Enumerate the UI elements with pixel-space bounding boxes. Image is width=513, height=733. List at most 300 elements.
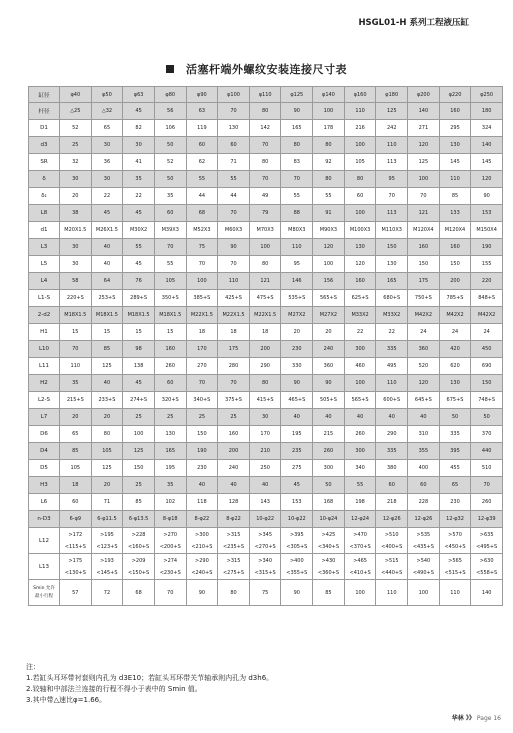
table-cell: 125 bbox=[408, 154, 440, 171]
table-cell: 57 bbox=[60, 580, 92, 606]
table-cell: 130 bbox=[376, 256, 408, 273]
table-cell: 8-φ22 bbox=[218, 511, 250, 528]
table-cell: 235 bbox=[281, 443, 313, 460]
table-cell: 20 bbox=[60, 188, 92, 205]
table-cell: 274+S bbox=[123, 392, 155, 409]
table-cell: 395 bbox=[439, 443, 471, 460]
table-cell: 113 bbox=[376, 154, 408, 171]
table-cell: 848+S bbox=[471, 290, 503, 307]
table-cell: 230 bbox=[439, 494, 471, 511]
table-cell: M26X1.5 bbox=[91, 222, 123, 239]
row-label: H3 bbox=[29, 477, 60, 494]
table-cell: 18 bbox=[60, 477, 92, 494]
table-cell: 12-φ24 bbox=[344, 511, 376, 528]
table-cell: 65 bbox=[439, 477, 471, 494]
table-row bbox=[29, 392, 503, 409]
table-cell: φ140 bbox=[313, 87, 345, 103]
table-cell: 25 bbox=[186, 409, 218, 426]
table-cell: 40 bbox=[218, 477, 250, 494]
table-cell: 520 bbox=[408, 358, 440, 375]
table-cell: M18X1.5 bbox=[123, 307, 155, 324]
table-cell: 465+S bbox=[281, 392, 313, 409]
row-label: δ bbox=[29, 171, 60, 188]
table-cell: 40 bbox=[249, 477, 281, 494]
table-cell: △25 bbox=[60, 103, 92, 120]
table-cell: 100 bbox=[313, 256, 345, 273]
table-cell: 6-φ13.5 bbox=[123, 511, 155, 528]
table-cell: 150 bbox=[408, 256, 440, 273]
table-cell: 92 bbox=[313, 154, 345, 171]
table-cell: 155 bbox=[471, 256, 503, 273]
table-cell: φ160 bbox=[344, 87, 376, 103]
table-cell: 170 bbox=[249, 426, 281, 443]
table-cell: 440 bbox=[471, 443, 503, 460]
table-cell: 82 bbox=[123, 120, 155, 137]
table-cell: 105 bbox=[91, 443, 123, 460]
row-label: L10 bbox=[29, 341, 60, 358]
table-cell: 52 bbox=[154, 154, 186, 171]
table-cell: M70X3 bbox=[249, 222, 281, 239]
table-row bbox=[29, 171, 503, 188]
table-cell: 100 bbox=[344, 580, 376, 606]
table-cell: 100 bbox=[344, 137, 376, 154]
table-cell: 180 bbox=[471, 103, 503, 120]
footer-brand: 华林 bbox=[451, 715, 464, 722]
table-cell: 100 bbox=[344, 205, 376, 222]
table-cell: φ110 bbox=[249, 87, 281, 103]
row-label: D4 bbox=[29, 443, 60, 460]
table-cell: 565+S bbox=[344, 392, 376, 409]
table-cell: 95 bbox=[376, 171, 408, 188]
table-cell: 80 bbox=[249, 375, 281, 392]
table-cell: 140 bbox=[471, 137, 503, 154]
table-cell: 90 bbox=[218, 239, 250, 256]
table-cell: >228 <160+S bbox=[123, 528, 155, 554]
table-cell: 228 bbox=[408, 494, 440, 511]
table-cell: 80 bbox=[249, 103, 281, 120]
table-cell: 30 bbox=[249, 409, 281, 426]
table-cell: 130 bbox=[439, 375, 471, 392]
table-row bbox=[29, 137, 503, 154]
table-cell: 300 bbox=[344, 443, 376, 460]
table-cell: M18X1.5 bbox=[154, 307, 186, 324]
table-cell: 50 bbox=[154, 137, 186, 154]
table-cell: 60 bbox=[218, 137, 250, 154]
table-cell: 80 bbox=[344, 171, 376, 188]
table-cell: 290 bbox=[249, 358, 281, 375]
table-cell: 64 bbox=[91, 273, 123, 290]
table-cell: 233+S bbox=[91, 392, 123, 409]
table-cell: 63 bbox=[186, 103, 218, 120]
table-cell: 25 bbox=[60, 137, 92, 154]
table-cell: 160 bbox=[344, 273, 376, 290]
table-cell: M18X1.5 bbox=[91, 307, 123, 324]
table-cell: M120X4 bbox=[439, 222, 471, 239]
table-cell: 415+S bbox=[249, 392, 281, 409]
table-cell: 156 bbox=[313, 273, 345, 290]
table-cell: M39X3 bbox=[154, 222, 186, 239]
table-cell: 290 bbox=[376, 426, 408, 443]
table-cell: φ100 bbox=[218, 87, 250, 103]
table-cell: 160 bbox=[154, 341, 186, 358]
table-cell: 40 bbox=[344, 409, 376, 426]
table-cell: >175 <130+S bbox=[60, 554, 92, 580]
table-cell: M42X2 bbox=[439, 307, 471, 324]
table-cell: 52 bbox=[60, 120, 92, 137]
table-cell: 70 bbox=[218, 103, 250, 120]
table-cell: 200 bbox=[218, 443, 250, 460]
table-cell: >540 <490+S bbox=[408, 554, 440, 580]
table-cell: 153 bbox=[281, 494, 313, 511]
table-cell: 620 bbox=[439, 358, 471, 375]
table-cell: 50 bbox=[439, 409, 471, 426]
table-cell: M33X2 bbox=[376, 307, 408, 324]
table-cell: 75 bbox=[186, 239, 218, 256]
table-cell: 70 bbox=[218, 256, 250, 273]
table-cell: 90 bbox=[281, 375, 313, 392]
table-cell: 20 bbox=[281, 324, 313, 341]
table-cell: 510 bbox=[471, 460, 503, 477]
table-cell: 105 bbox=[344, 154, 376, 171]
row-label: L8 bbox=[29, 205, 60, 222]
table-cell: 175 bbox=[408, 273, 440, 290]
row-label: L2-S bbox=[29, 392, 60, 409]
table-cell: 100 bbox=[186, 273, 218, 290]
table-cell: φ90 bbox=[186, 87, 218, 103]
table-cell: 30 bbox=[123, 137, 155, 154]
table-cell: 15 bbox=[91, 324, 123, 341]
table-cell: 385+S bbox=[186, 290, 218, 307]
table-cell: 146 bbox=[281, 273, 313, 290]
footer-page-number: Page 16 bbox=[476, 715, 501, 722]
table-cell: M27X2 bbox=[281, 307, 313, 324]
table-cell: 80 bbox=[281, 137, 313, 154]
table-cell: 142 bbox=[249, 120, 281, 137]
row-label: H2 bbox=[29, 375, 60, 392]
table-cell: 70 bbox=[249, 171, 281, 188]
table-cell: 178 bbox=[313, 120, 345, 137]
table-cell: 83 bbox=[281, 154, 313, 171]
table-cell: 295 bbox=[439, 120, 471, 137]
table-cell: 165 bbox=[376, 273, 408, 290]
table-cell: 8-φ22 bbox=[186, 511, 218, 528]
row-label: 缸径 bbox=[29, 87, 60, 103]
table-cell: 70 bbox=[154, 239, 186, 256]
table-title bbox=[166, 63, 347, 76]
table-cell: 125 bbox=[376, 103, 408, 120]
table-cell: 70 bbox=[249, 137, 281, 154]
notes-heading: 注： bbox=[26, 663, 40, 671]
row-label: L4 bbox=[29, 273, 60, 290]
table-row bbox=[29, 273, 503, 290]
table-cell: 270 bbox=[186, 358, 218, 375]
table-cell: 70 bbox=[218, 205, 250, 222]
table-cell: 35 bbox=[60, 375, 92, 392]
table-cell: >274 <230+S bbox=[154, 554, 186, 580]
table-cell: 22 bbox=[91, 188, 123, 205]
table-cell: >193 <145+S bbox=[91, 554, 123, 580]
table-cell: 22 bbox=[344, 324, 376, 341]
table-cell: 190 bbox=[471, 239, 503, 256]
table-cell: 125 bbox=[123, 443, 155, 460]
table-cell: 25 bbox=[218, 409, 250, 426]
table-cell: φ63 bbox=[123, 87, 155, 103]
table-cell: 160 bbox=[218, 426, 250, 443]
table-row bbox=[29, 222, 503, 239]
table-cell: 80 bbox=[249, 256, 281, 273]
table-cell: 60 bbox=[60, 494, 92, 511]
table-cell: 125 bbox=[91, 358, 123, 375]
table-cell: 100 bbox=[249, 239, 281, 256]
table-cell: 24 bbox=[471, 324, 503, 341]
table-cell: 355 bbox=[408, 443, 440, 460]
table-cell: >172 <115+S bbox=[60, 528, 92, 554]
footer-arrows-icon: 》》 bbox=[465, 715, 475, 722]
table-cell: 49 bbox=[249, 188, 281, 205]
table-cell: 675+S bbox=[439, 392, 471, 409]
table-cell: >635 <495+S bbox=[471, 528, 503, 554]
table-cell: >209 <150+S bbox=[123, 554, 155, 580]
table-cell: 300 bbox=[344, 341, 376, 358]
row-label: L3 bbox=[29, 239, 60, 256]
table-cell: 119 bbox=[186, 120, 218, 137]
table-cell: 335 bbox=[376, 443, 408, 460]
table-cell: 130 bbox=[218, 120, 250, 137]
row-label: L13 bbox=[29, 554, 60, 580]
table-cell: 35 bbox=[123, 171, 155, 188]
table-cell: 40 bbox=[376, 409, 408, 426]
title-block bbox=[0, 58, 513, 77]
table-cell: 253+S bbox=[91, 290, 123, 307]
table-cell: 32 bbox=[60, 154, 92, 171]
table-cell: M110X3 bbox=[376, 222, 408, 239]
table-cell: 10-φ22 bbox=[281, 511, 313, 528]
table-cell: 70 bbox=[376, 188, 408, 205]
table-cell: >270 <200+S bbox=[154, 528, 186, 554]
table-cell: 30 bbox=[60, 171, 92, 188]
table-cell: 400 bbox=[408, 460, 440, 477]
row-label: 杆径 bbox=[29, 103, 60, 120]
table-cell: 45 bbox=[281, 477, 313, 494]
table-cell: 175 bbox=[218, 341, 250, 358]
table-row bbox=[29, 324, 503, 341]
table-cell: 15 bbox=[154, 324, 186, 341]
table-cell: 102 bbox=[154, 494, 186, 511]
table-cell: >515 <440+S bbox=[376, 554, 408, 580]
table-cell: 40 bbox=[91, 256, 123, 273]
table-row bbox=[29, 511, 503, 528]
table-cell: 360 bbox=[408, 341, 440, 358]
table-cell: 62 bbox=[186, 154, 218, 171]
note-2: 2.铰轴和中部法兰连接的行程不得小于表中的 Smin 值。 bbox=[26, 685, 202, 693]
table-cell: 30 bbox=[60, 239, 92, 256]
table-cell: 218 bbox=[376, 494, 408, 511]
table-cell: M100X3 bbox=[344, 222, 376, 239]
row-label: SR bbox=[29, 154, 60, 171]
table-cell: 690 bbox=[471, 358, 503, 375]
table-cell: 130 bbox=[439, 137, 471, 154]
table-cell: 260 bbox=[344, 426, 376, 443]
table-cell: 680+S bbox=[376, 290, 408, 307]
table-cell: 150 bbox=[123, 460, 155, 477]
table-row bbox=[29, 426, 503, 443]
table-cell: >290 <240+S bbox=[186, 554, 218, 580]
table-cell: 70 bbox=[281, 171, 313, 188]
table-row bbox=[29, 477, 503, 494]
table-cell: 70 bbox=[154, 580, 186, 606]
table-row bbox=[29, 290, 503, 307]
row-label: n-D3 bbox=[29, 511, 60, 528]
table-cell: 165 bbox=[281, 120, 313, 137]
table-cell: >195 <123+S bbox=[91, 528, 123, 554]
table-cell: M80X3 bbox=[281, 222, 313, 239]
table-cell: 45 bbox=[123, 256, 155, 273]
table-cell: 450 bbox=[471, 341, 503, 358]
table-cell: 25 bbox=[123, 409, 155, 426]
table-row bbox=[29, 188, 503, 205]
table-cell: 200 bbox=[249, 341, 281, 358]
table-cell: 50 bbox=[471, 409, 503, 426]
table-cell: 105 bbox=[60, 460, 92, 477]
table-cell: 50 bbox=[154, 171, 186, 188]
table-cell: 110 bbox=[376, 137, 408, 154]
table-cell: 100 bbox=[408, 171, 440, 188]
table-cell: 60 bbox=[344, 188, 376, 205]
table-cell: 120 bbox=[471, 171, 503, 188]
table-row bbox=[29, 120, 503, 137]
table-row bbox=[29, 528, 503, 554]
table-cell: 138 bbox=[123, 358, 155, 375]
table-cell: >570 <450+S bbox=[439, 528, 471, 554]
table-cell: 130 bbox=[154, 426, 186, 443]
table-cell: 22 bbox=[376, 324, 408, 341]
table-cell: 20 bbox=[313, 324, 345, 341]
table-cell: 310 bbox=[408, 426, 440, 443]
table-cell: 160 bbox=[439, 103, 471, 120]
table-cell: 216 bbox=[344, 120, 376, 137]
table-cell: 250 bbox=[249, 460, 281, 477]
table-cell: M42X2 bbox=[471, 307, 503, 324]
table-row bbox=[29, 460, 503, 477]
table-cell: 260 bbox=[313, 443, 345, 460]
table-cell: 91 bbox=[313, 205, 345, 222]
table-cell: 118 bbox=[186, 494, 218, 511]
table-cell: 110 bbox=[376, 375, 408, 392]
table-cell: 40 bbox=[91, 375, 123, 392]
table-cell: 20 bbox=[60, 409, 92, 426]
table-row bbox=[29, 87, 503, 103]
table-cell: 242 bbox=[376, 120, 408, 137]
table-cell: 55 bbox=[186, 171, 218, 188]
table-cell: 10-φ22 bbox=[249, 511, 281, 528]
table-cell: 120 bbox=[313, 239, 345, 256]
table-cell: 240 bbox=[313, 341, 345, 358]
table-cell: 6-φ9 bbox=[60, 511, 92, 528]
table-row bbox=[29, 554, 503, 580]
table-cell: 8-φ18 bbox=[154, 511, 186, 528]
table-cell: M22X1.5 bbox=[186, 307, 218, 324]
table-cell: 44 bbox=[218, 188, 250, 205]
table-cell: >340 <315+S bbox=[249, 554, 281, 580]
table-cell: 18 bbox=[249, 324, 281, 341]
table-cell: φ250 bbox=[471, 87, 503, 103]
table-cell: 106 bbox=[154, 120, 186, 137]
table-cell: 65 bbox=[60, 426, 92, 443]
table-cell: 60 bbox=[186, 137, 218, 154]
table-cell: 121 bbox=[408, 205, 440, 222]
table-cell: 455 bbox=[439, 460, 471, 477]
table-cell: 128 bbox=[218, 494, 250, 511]
table-cell: 35 bbox=[154, 477, 186, 494]
table-cell: 110 bbox=[218, 273, 250, 290]
table-cell: 460 bbox=[344, 358, 376, 375]
table-cell: 535+S bbox=[281, 290, 313, 307]
table-cell: 110 bbox=[281, 239, 313, 256]
table-cell: 380 bbox=[376, 460, 408, 477]
table-cell: 56 bbox=[154, 103, 186, 120]
table-cell: 80 bbox=[249, 154, 281, 171]
table-cell: 165 bbox=[154, 443, 186, 460]
table-cell: 170 bbox=[186, 341, 218, 358]
table-cell: 260 bbox=[154, 358, 186, 375]
table-cell: 55 bbox=[123, 239, 155, 256]
table-cell: 70 bbox=[186, 375, 218, 392]
table-cell: 110 bbox=[376, 580, 408, 606]
table-cell: 215+S bbox=[60, 392, 92, 409]
square-bullet-icon bbox=[166, 65, 174, 73]
table-cell: φ200 bbox=[408, 87, 440, 103]
table-cell: 18 bbox=[218, 324, 250, 341]
table-cell: 71 bbox=[91, 494, 123, 511]
row-label: Smin 允许 最小行程 bbox=[29, 580, 60, 606]
document-header: HSGL01-H 系列工程液压缸 bbox=[358, 18, 469, 28]
row-label: L6 bbox=[29, 494, 60, 511]
table-cell: 140 bbox=[471, 580, 503, 606]
table-cell: 45 bbox=[123, 375, 155, 392]
table-cell: 195 bbox=[154, 460, 186, 477]
table-cell: 45 bbox=[123, 103, 155, 120]
table-cell: 105 bbox=[154, 273, 186, 290]
table-cell: 505+S bbox=[313, 392, 345, 409]
table-row bbox=[29, 341, 503, 358]
row-label: d1 bbox=[29, 222, 60, 239]
table-cell: 375+S bbox=[218, 392, 250, 409]
table-cell: 220+S bbox=[60, 290, 92, 307]
table-cell: 45 bbox=[91, 205, 123, 222]
row-label: D1 bbox=[29, 120, 60, 137]
table-cell: 95 bbox=[281, 256, 313, 273]
table-cell: 55 bbox=[313, 188, 345, 205]
table-row bbox=[29, 307, 503, 324]
table-cell: 230 bbox=[281, 341, 313, 358]
table-cell: 220 bbox=[471, 273, 503, 290]
table-cell: φ50 bbox=[91, 87, 123, 103]
table-cell: 85 bbox=[313, 580, 345, 606]
table-cell: 160 bbox=[439, 239, 471, 256]
table-cell: M42X2 bbox=[408, 307, 440, 324]
table-cell: φ40 bbox=[60, 87, 92, 103]
table-row bbox=[29, 239, 503, 256]
table-cell: 625+S bbox=[344, 290, 376, 307]
table-cell: 90 bbox=[186, 580, 218, 606]
row-label: L5 bbox=[29, 256, 60, 273]
table-cell: φ220 bbox=[439, 87, 471, 103]
table-row bbox=[29, 409, 503, 426]
page-footer bbox=[452, 713, 501, 722]
table-cell: >395 <305+S bbox=[281, 528, 313, 554]
table-cell: 68 bbox=[186, 205, 218, 222]
table-cell: 90 bbox=[471, 188, 503, 205]
